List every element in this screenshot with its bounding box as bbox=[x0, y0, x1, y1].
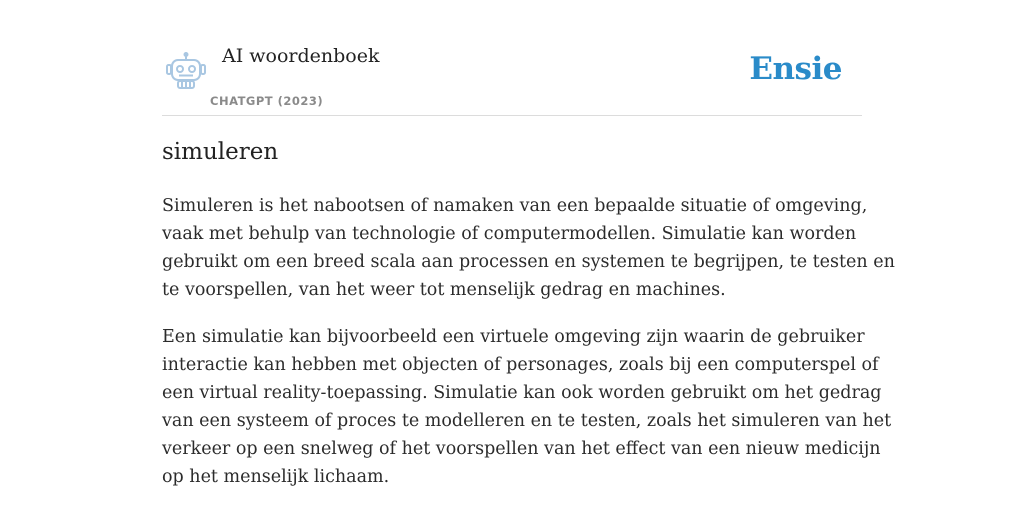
dictionary-source: CHATGPT (2023) bbox=[210, 94, 324, 108]
entry-term: simuleren bbox=[162, 139, 279, 165]
entry-definition bbox=[162, 192, 895, 510]
definition-line: op het menselijk lichaam. bbox=[162, 467, 390, 487]
definition-line: een virtual reality-toepassing. Simulatie kan ook worden gebruikt om het gedrag bbox=[162, 383, 882, 403]
definition-line: vaak met behulp van technologie of computermodellen. Simulatie kan worden bbox=[162, 224, 857, 244]
definition-line: verkeer op een snelweg of het voorspellen van het effect van een nieuw medicijn bbox=[162, 439, 881, 459]
robot-icon bbox=[166, 52, 206, 90]
definition-paragraph bbox=[162, 192, 895, 304]
definition-line: interactie kan hebben met objecten of personages, zoals bij een computerspel of bbox=[162, 355, 879, 375]
definition-line: van een systeem of proces te modelleren en te testen, zoals het simuleren van het bbox=[162, 411, 892, 431]
definition-line: Een simulatie kan bijvoorbeeld een virtuele omgeving zijn waarin de gebruiker bbox=[162, 327, 865, 347]
definition-paragraph bbox=[162, 323, 892, 491]
ensie-logo[interactable]: Ensie bbox=[749, 51, 842, 87]
definition-line: Simuleren is het nabootsen of namaken van een bepaalde situatie of omgeving, bbox=[162, 196, 868, 216]
dictionary-name[interactable]: AI woordenboek bbox=[222, 45, 380, 67]
definition-line: te voorspellen, van het weer tot menselijk gedrag en machines. bbox=[162, 280, 726, 300]
definition-line: gebruikt om een breed scala aan processen en systemen te begrijpen, te testen en bbox=[162, 252, 895, 272]
dictionary-header bbox=[162, 0, 862, 116]
